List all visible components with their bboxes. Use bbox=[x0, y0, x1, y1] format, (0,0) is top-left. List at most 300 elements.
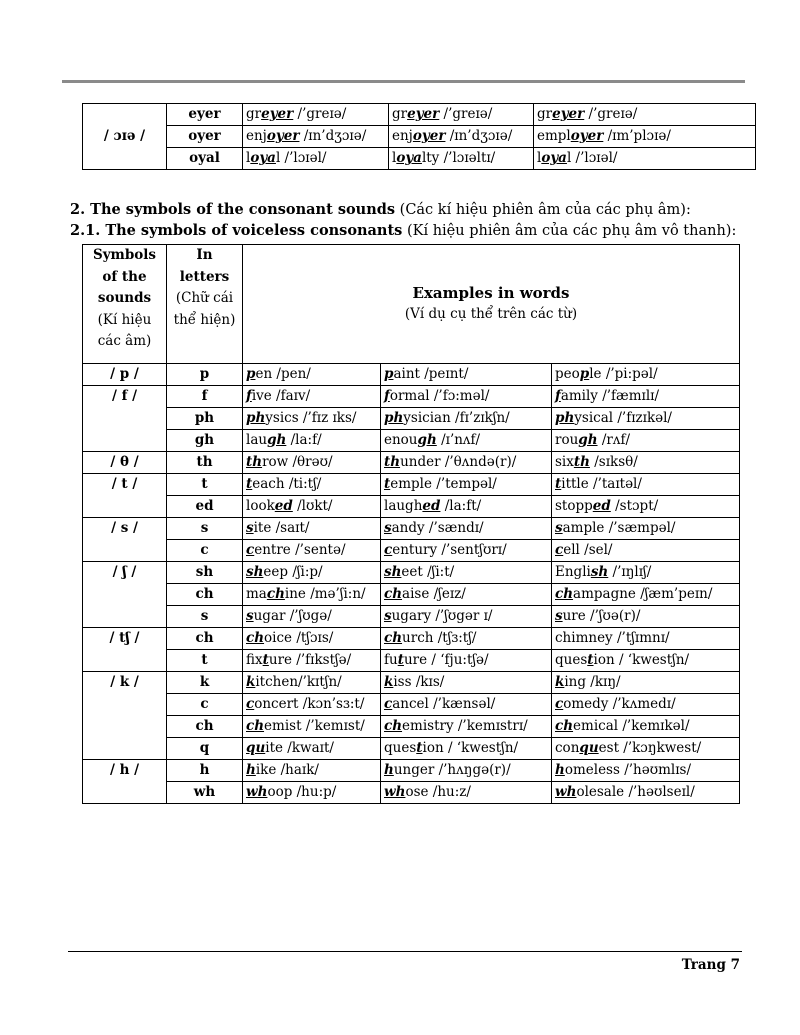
example-suffix: eep /ʃi:p/ bbox=[263, 564, 323, 580]
example-highlight: s bbox=[246, 520, 254, 536]
example-highlight: f bbox=[384, 388, 390, 404]
example-highlight: ch bbox=[555, 718, 574, 734]
example-suffix: /’greɪə/ bbox=[584, 106, 638, 122]
example-highlight: qu bbox=[579, 740, 599, 756]
example-suffix: ell /sel/ bbox=[563, 542, 613, 558]
example-suffix: amily /’fæmɪlɪ/ bbox=[560, 388, 660, 404]
example-highlight: f bbox=[246, 388, 252, 404]
example-suffix: /’ɪŋlɪʃ/ bbox=[608, 564, 652, 580]
example-highlight: c bbox=[246, 542, 255, 558]
example-prefix: stopp bbox=[555, 498, 593, 514]
example-highlight: ed bbox=[422, 498, 441, 514]
example-highlight: k bbox=[384, 674, 394, 690]
example-word bbox=[243, 672, 381, 694]
example-suffix: est /’kɔŋkwest/ bbox=[598, 740, 702, 756]
example-prefix: fix bbox=[246, 652, 263, 668]
example-suffix: ite /saɪt/ bbox=[253, 520, 310, 536]
example-suffix: ure /’fɪkstʃə/ bbox=[268, 652, 352, 668]
example-word bbox=[552, 716, 740, 738]
example-suffix: ing /kɪŋ/ bbox=[564, 674, 621, 690]
example-highlight: h bbox=[246, 762, 256, 778]
example-highlight: th bbox=[384, 454, 401, 470]
letter-group: s bbox=[167, 606, 243, 628]
example-suffix: entury /’sentʃʊrɪ/ bbox=[392, 542, 507, 558]
letter-group: ph bbox=[167, 408, 243, 430]
vowel-row bbox=[83, 148, 756, 170]
example-suffix: ugary /’ʃʊgər ɪ/ bbox=[391, 608, 493, 624]
example-word bbox=[552, 650, 740, 672]
example-suffix: /ɪn’dʒɔɪə/ bbox=[299, 128, 367, 144]
example-word bbox=[243, 386, 381, 408]
section-2-title: 2. The symbols of the consonant sounds bbox=[70, 201, 396, 218]
example-suffix: ancel /’kænsəl/ bbox=[392, 696, 496, 712]
example-suffix: ample /’sæmpəl/ bbox=[562, 520, 676, 536]
example-suffix: oncert /kɔn’sɜ:t/ bbox=[254, 696, 365, 712]
example-word bbox=[243, 628, 381, 650]
example-highlight: s bbox=[555, 520, 563, 536]
example-prefix: gr bbox=[246, 106, 262, 122]
example-word bbox=[552, 430, 740, 452]
example-prefix: enou bbox=[384, 432, 418, 448]
example-word bbox=[381, 518, 552, 540]
example-word bbox=[243, 430, 381, 452]
sound-symbol: / k / bbox=[83, 672, 167, 760]
example-word bbox=[381, 782, 552, 804]
example-highlight: s bbox=[555, 608, 563, 624]
examples-header-note: (Ví dụ cụ thể trên các từ) bbox=[404, 306, 578, 322]
consonant-row bbox=[83, 716, 740, 738]
example-suffix: ure /’ʃʊə(r)/ bbox=[562, 608, 641, 624]
letter-group: oyal bbox=[167, 148, 243, 170]
example-suffix: en /pen/ bbox=[255, 366, 311, 382]
sound-symbol: / t / bbox=[83, 474, 167, 518]
symbols-header bbox=[83, 245, 167, 364]
example-suffix: /ɪn’dʒɔɪə/ bbox=[445, 128, 513, 144]
example-word bbox=[381, 496, 552, 518]
example-word bbox=[552, 628, 740, 650]
example-word bbox=[381, 386, 552, 408]
example-suffix: urch /tʃɜ:tʃ/ bbox=[402, 630, 477, 646]
letter-group: ch bbox=[167, 628, 243, 650]
consonant-row bbox=[83, 386, 740, 408]
example-highlight: k bbox=[555, 674, 565, 690]
example-word bbox=[552, 584, 740, 606]
consonant-row bbox=[83, 650, 740, 672]
example-word bbox=[243, 408, 381, 430]
example-suffix: each /ti:tʃ/ bbox=[252, 476, 322, 492]
example-prefix: ma bbox=[246, 586, 267, 602]
example-suffix: aint /peɪnt/ bbox=[393, 366, 469, 382]
example-highlight: ch bbox=[266, 586, 285, 602]
letter-group: c bbox=[167, 540, 243, 562]
letter-group: sh bbox=[167, 562, 243, 584]
top-rule bbox=[62, 80, 745, 83]
example-word bbox=[243, 364, 381, 386]
example-highlight: t bbox=[246, 476, 253, 492]
consonant-row bbox=[83, 496, 740, 518]
example-prefix: ques bbox=[384, 740, 417, 756]
example-word bbox=[552, 364, 740, 386]
example-prefix: l bbox=[537, 150, 542, 166]
example-highlight: oyer bbox=[412, 128, 446, 144]
consonant-row bbox=[83, 584, 740, 606]
sound-symbol: / tʃ / bbox=[83, 628, 167, 672]
example-highlight: oya bbox=[541, 150, 567, 166]
example-word bbox=[243, 694, 381, 716]
example-highlight: c bbox=[555, 696, 564, 712]
example-suffix: andy /’sændɪ/ bbox=[391, 520, 484, 536]
example-prefix: enj bbox=[392, 128, 413, 144]
example-highlight: s bbox=[246, 608, 254, 624]
section-2-subtitle: (Các kí hiệu phiên âm của các phụ âm): bbox=[395, 202, 691, 218]
example-highlight: sh bbox=[384, 564, 402, 580]
example-suffix: emple /’tempəl/ bbox=[390, 476, 497, 492]
page-number: Trang 7 bbox=[681, 957, 740, 973]
letter-group: c bbox=[167, 694, 243, 716]
example-suffix: ion / ‘kwestʃn/ bbox=[422, 740, 519, 756]
example-suffix: row /θrəʊ/ bbox=[262, 454, 333, 470]
example-prefix: ques bbox=[555, 652, 588, 668]
letter-group: oyer bbox=[167, 126, 243, 148]
example-word bbox=[552, 452, 740, 474]
example-suffix: ugar /’ʃʊgə/ bbox=[253, 608, 332, 624]
letter-group: p bbox=[167, 364, 243, 386]
example-highlight: t bbox=[416, 740, 423, 756]
example-word bbox=[243, 452, 381, 474]
example-suffix: iss /kɪs/ bbox=[393, 674, 445, 690]
consonant-row bbox=[83, 430, 740, 452]
example-suffix: ure / ‘fju:tʃə/ bbox=[403, 652, 489, 668]
example-highlight: ph bbox=[246, 410, 266, 426]
example-suffix: ive /faɪv/ bbox=[251, 388, 311, 404]
example-highlight: th bbox=[573, 454, 590, 470]
example-highlight: p bbox=[579, 366, 590, 382]
example-word bbox=[381, 738, 552, 760]
example-word bbox=[243, 496, 381, 518]
consonant-table bbox=[82, 244, 740, 804]
example-suffix: /’greɪə/ bbox=[293, 106, 347, 122]
example-prefix: six bbox=[555, 454, 574, 470]
example-highlight: t bbox=[397, 652, 404, 668]
consonant-row bbox=[83, 518, 740, 540]
example-word bbox=[381, 606, 552, 628]
example-suffix: ampagne /ʃæm’peɪn/ bbox=[573, 586, 713, 602]
example-word bbox=[243, 606, 381, 628]
example-suffix: ysical /’fɪzɪkəl/ bbox=[574, 410, 672, 426]
example-word bbox=[243, 584, 381, 606]
letters-header bbox=[167, 245, 243, 364]
example-word bbox=[381, 628, 552, 650]
example-word bbox=[243, 760, 381, 782]
example-suffix: lty /’lɔɪəltɪ/ bbox=[421, 150, 496, 166]
example-highlight: ch bbox=[246, 630, 265, 646]
example-highlight: eyer bbox=[407, 106, 440, 122]
example-word bbox=[243, 518, 381, 540]
example-prefix: l bbox=[246, 150, 251, 166]
examples-header bbox=[243, 245, 740, 364]
example-word bbox=[552, 738, 740, 760]
example-word bbox=[243, 540, 381, 562]
example-prefix: Engli bbox=[555, 564, 591, 580]
letter-group: f bbox=[167, 386, 243, 408]
example-highlight: p bbox=[246, 366, 256, 382]
example-suffix: /lʊkt/ bbox=[292, 498, 333, 514]
example-highlight: gh bbox=[417, 432, 437, 448]
example-suffix: /la:f/ bbox=[286, 432, 322, 448]
example-suffix: oop /hu:p/ bbox=[267, 784, 337, 800]
section-2-1-title: 2.1. The symbols of voiceless consonants bbox=[70, 222, 403, 239]
example-highlight: sh bbox=[590, 564, 609, 580]
example-highlight: h bbox=[555, 762, 565, 778]
consonant-row bbox=[83, 540, 740, 562]
example-highlight: ch bbox=[384, 586, 403, 602]
example-word bbox=[552, 408, 740, 430]
consonant-row bbox=[83, 606, 740, 628]
example-word bbox=[534, 104, 756, 126]
example-word bbox=[389, 104, 534, 126]
letter-group: t bbox=[167, 474, 243, 496]
example-suffix: emistry /’kemɪstrɪ/ bbox=[402, 718, 528, 734]
example-word bbox=[552, 540, 740, 562]
example-suffix: ormal /’fɔ:məl/ bbox=[389, 388, 490, 404]
example-suffix: under /’θʌndə(r)/ bbox=[400, 454, 517, 470]
example-highlight: h bbox=[384, 762, 394, 778]
example-highlight: s bbox=[384, 608, 392, 624]
letter-group: h bbox=[167, 760, 243, 782]
example-highlight: ch bbox=[246, 718, 265, 734]
example-prefix: look bbox=[246, 498, 275, 514]
consonant-row bbox=[83, 628, 740, 650]
letter-group: ch bbox=[167, 584, 243, 606]
example-highlight: oya bbox=[396, 150, 422, 166]
example-suffix: entre /’sentə/ bbox=[254, 542, 346, 558]
bottom-rule bbox=[68, 951, 742, 952]
example-word bbox=[243, 716, 381, 738]
consonant-row bbox=[83, 452, 740, 474]
example-highlight: ch bbox=[384, 718, 403, 734]
example-word bbox=[552, 606, 740, 628]
example-highlight: c bbox=[246, 696, 255, 712]
example-suffix: itchen/’kɪtʃn/ bbox=[255, 674, 342, 690]
example-prefix: gr bbox=[392, 106, 408, 122]
example-highlight: wh bbox=[555, 784, 577, 800]
letters-header-note: (Chữ cái thể hiện) bbox=[173, 290, 236, 328]
letter-group: k bbox=[167, 672, 243, 694]
example-word bbox=[381, 452, 552, 474]
symbols-header-note: (Kí hiệu các âm) bbox=[97, 311, 152, 349]
example-suffix: l /’lɔɪəl/ bbox=[566, 150, 618, 166]
example-prefix: peo bbox=[555, 366, 580, 382]
vowel-table bbox=[82, 103, 756, 170]
letter-group: wh bbox=[167, 782, 243, 804]
example-prefix: enj bbox=[246, 128, 267, 144]
letter-group: gh bbox=[167, 430, 243, 452]
example-word bbox=[243, 104, 389, 126]
example-suffix: ose /hu:z/ bbox=[405, 784, 471, 800]
consonant-row bbox=[83, 738, 740, 760]
example-word bbox=[381, 672, 552, 694]
example-word bbox=[243, 782, 381, 804]
example-word bbox=[381, 562, 552, 584]
example-word bbox=[552, 474, 740, 496]
example-highlight: eyer bbox=[552, 106, 585, 122]
example-highlight: wh bbox=[246, 784, 268, 800]
example-suffix: ion / ‘kwestʃn/ bbox=[593, 652, 690, 668]
example-suffix: /rʌf/ bbox=[597, 432, 631, 448]
example-suffix: emical /’kemɪkəl/ bbox=[573, 718, 690, 734]
sound-symbol: / h / bbox=[83, 760, 167, 804]
example-suffix: l /’lɔɪəl/ bbox=[275, 150, 327, 166]
example-highlight: c bbox=[555, 542, 564, 558]
example-highlight: wh bbox=[384, 784, 406, 800]
example-suffix: oice /tʃɔɪs/ bbox=[264, 630, 334, 646]
example-highlight: c bbox=[384, 542, 393, 558]
sound-symbol: / ɔɪə / bbox=[83, 104, 167, 170]
letter-group: ch bbox=[167, 716, 243, 738]
example-word bbox=[534, 126, 756, 148]
example-highlight: t bbox=[262, 652, 269, 668]
example-highlight: f bbox=[555, 388, 561, 404]
letter-group: q bbox=[167, 738, 243, 760]
example-prefix: fu bbox=[384, 652, 398, 668]
example-suffix: /la:ft/ bbox=[440, 498, 482, 514]
example-word bbox=[552, 518, 740, 540]
example-suffix: /sɪksθ/ bbox=[589, 454, 638, 470]
example-highlight: ed bbox=[592, 498, 611, 514]
example-word bbox=[381, 540, 552, 562]
example-highlight: gh bbox=[267, 432, 287, 448]
example-word bbox=[381, 760, 552, 782]
example-highlight: ph bbox=[384, 410, 404, 426]
example-suffix: emist /’kemɪst/ bbox=[264, 718, 365, 734]
example-word bbox=[389, 148, 534, 170]
section-2-1-subtitle: (Kí hiệu phiên âm của các phụ âm vô thanh): bbox=[402, 223, 737, 239]
example-word bbox=[552, 760, 740, 782]
letter-group: ed bbox=[167, 496, 243, 518]
consonant-row bbox=[83, 562, 740, 584]
letter-group: t bbox=[167, 650, 243, 672]
example-word bbox=[381, 408, 552, 430]
consonant-row bbox=[83, 782, 740, 804]
consonant-row bbox=[83, 672, 740, 694]
examples-header-title: Examples in words bbox=[412, 283, 570, 302]
example-highlight: t bbox=[384, 476, 391, 492]
example-word bbox=[552, 672, 740, 694]
example-word bbox=[243, 126, 389, 148]
example-suffix: aise /ʃeɪz/ bbox=[402, 586, 466, 602]
example-prefix: chimney /’tʃɪmnɪ/ bbox=[555, 630, 670, 646]
sound-symbol: / s / bbox=[83, 518, 167, 562]
sound-symbol: / ʃ / bbox=[83, 562, 167, 628]
example-word bbox=[381, 584, 552, 606]
example-word bbox=[243, 738, 381, 760]
section-2-1-heading bbox=[70, 222, 736, 239]
example-word bbox=[243, 562, 381, 584]
example-word bbox=[389, 126, 534, 148]
example-highlight: sh bbox=[246, 564, 264, 580]
example-word bbox=[534, 148, 756, 170]
example-highlight: qu bbox=[246, 740, 266, 756]
example-suffix: ittle /’taɪtəl/ bbox=[561, 476, 642, 492]
section-2-heading bbox=[70, 201, 691, 218]
example-highlight: oyer bbox=[570, 128, 604, 144]
example-highlight: oyer bbox=[266, 128, 300, 144]
letter-group: th bbox=[167, 452, 243, 474]
example-word bbox=[552, 386, 740, 408]
example-highlight: oya bbox=[250, 150, 276, 166]
example-word bbox=[552, 496, 740, 518]
letters-header-title: In letters bbox=[179, 247, 230, 285]
example-word bbox=[243, 650, 381, 672]
example-word bbox=[381, 694, 552, 716]
example-suffix: ike /haɪk/ bbox=[255, 762, 319, 778]
example-word bbox=[243, 148, 389, 170]
example-word bbox=[552, 562, 740, 584]
example-highlight: th bbox=[246, 454, 263, 470]
example-prefix: con bbox=[555, 740, 580, 756]
example-prefix: empl bbox=[537, 128, 571, 144]
consonant-row bbox=[83, 364, 740, 386]
example-suffix: /ɪm’plɔɪə/ bbox=[603, 128, 671, 144]
example-word bbox=[552, 782, 740, 804]
vowel-row bbox=[83, 104, 756, 126]
example-highlight: t bbox=[555, 476, 562, 492]
example-word bbox=[552, 694, 740, 716]
example-suffix: /stɔpt/ bbox=[610, 498, 659, 514]
example-highlight: p bbox=[384, 366, 394, 382]
example-prefix: laugh bbox=[384, 498, 423, 514]
example-word bbox=[381, 716, 552, 738]
consonant-row bbox=[83, 408, 740, 430]
example-highlight: gh bbox=[578, 432, 598, 448]
example-suffix: /ɪ’nʌf/ bbox=[436, 432, 481, 448]
consonant-row bbox=[83, 694, 740, 716]
example-prefix: gr bbox=[537, 106, 553, 122]
example-highlight: k bbox=[246, 674, 256, 690]
example-highlight: ch bbox=[384, 630, 403, 646]
example-word bbox=[243, 474, 381, 496]
consonant-row bbox=[83, 474, 740, 496]
example-highlight: t bbox=[587, 652, 594, 668]
letter-group: s bbox=[167, 518, 243, 540]
example-word bbox=[381, 364, 552, 386]
letter-group: eyer bbox=[167, 104, 243, 126]
example-word bbox=[381, 474, 552, 496]
sound-symbol: / f / bbox=[83, 386, 167, 452]
consonant-header-row bbox=[83, 245, 740, 364]
example-highlight: ch bbox=[555, 586, 574, 602]
example-suffix: ite /kwaɪt/ bbox=[265, 740, 334, 756]
example-suffix: eet /ʃi:t/ bbox=[401, 564, 455, 580]
example-suffix: ysician /fɪ’zɪkʃn/ bbox=[403, 410, 510, 426]
example-suffix: ine /mə’ʃi:n/ bbox=[284, 586, 366, 602]
vowel-row bbox=[83, 126, 756, 148]
example-suffix: ysics /’fɪz ɪks/ bbox=[265, 410, 357, 426]
example-highlight: ed bbox=[274, 498, 293, 514]
example-highlight: ph bbox=[555, 410, 575, 426]
sound-symbol: / p / bbox=[83, 364, 167, 386]
example-highlight: c bbox=[384, 696, 393, 712]
sound-symbol: / θ / bbox=[83, 452, 167, 474]
example-word bbox=[381, 430, 552, 452]
consonant-row bbox=[83, 760, 740, 782]
example-word bbox=[381, 650, 552, 672]
example-prefix: lau bbox=[246, 432, 268, 448]
example-suffix: /’greɪə/ bbox=[439, 106, 493, 122]
example-prefix: l bbox=[392, 150, 397, 166]
example-suffix: omeless /’həʊmlɪs/ bbox=[564, 762, 692, 778]
example-suffix: omedy /’kʌmedɪ/ bbox=[563, 696, 676, 712]
